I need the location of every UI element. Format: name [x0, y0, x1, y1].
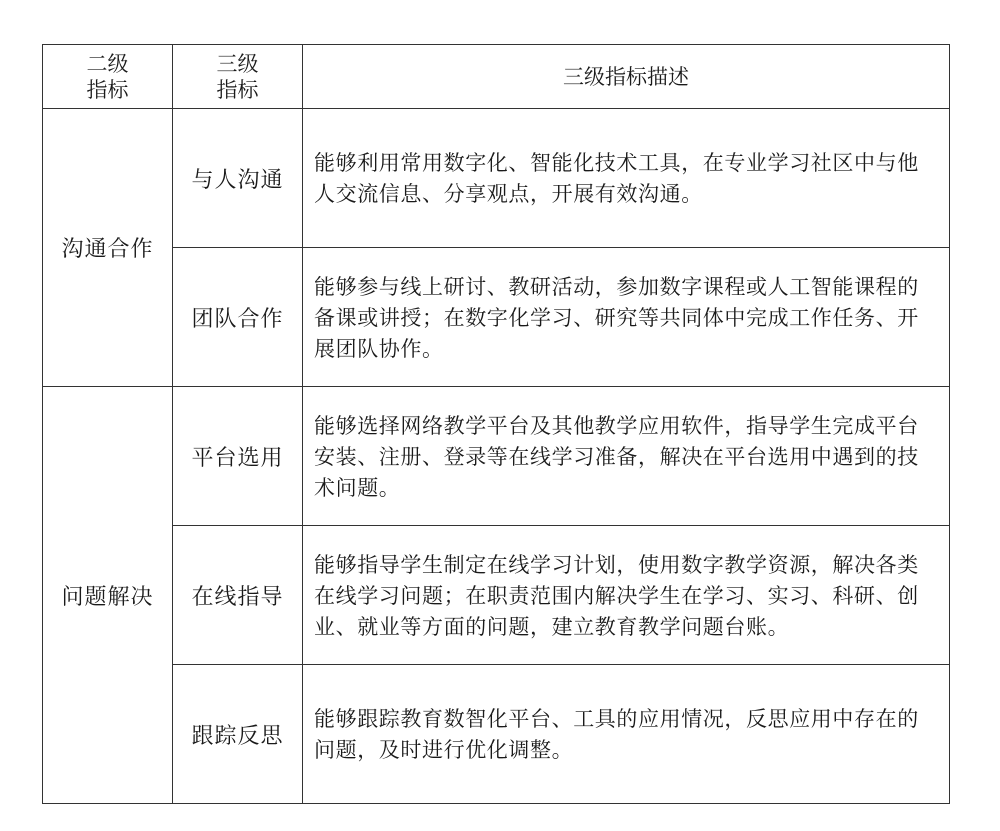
table-row: [43, 665, 950, 804]
description-text: 能够指导学生制定在线学习计划，使用数字教学资源，解决各类在线学习问题；在职责范围内解决学生在学习、实习、科研、创业、就业等方面的问题，建立教育教学问题台账。: [314, 552, 919, 639]
table-row: [43, 526, 950, 665]
header-level3: [173, 45, 303, 109]
description-cell: [303, 665, 950, 804]
header-level3-line2: 指标: [216, 77, 259, 102]
table-header-row: [43, 45, 950, 109]
description-cell: [303, 248, 950, 387]
description-text: 能够跟踪教育数智化平台、工具的应用情况，反思应用中存在的问题，及时进行优化调整。: [314, 707, 919, 762]
level3-platform-selection: 平台选用: [173, 387, 303, 526]
header-level3-line1: 三级: [216, 51, 259, 76]
description-text: 能够利用常用数字化、智能化技术工具，在专业学习社区中与他人交流信息、分享观点，开展有效沟通。: [314, 151, 919, 206]
description-cell: [303, 526, 950, 665]
description-text: 能够参与线上研讨、教研活动，参加数字课程或人工智能课程的备课或讲授；在数字化学习、研究等共同体中完成工作任务、开展团队协作。: [314, 274, 919, 361]
level3-tracking-reflection: 跟踪反思: [173, 665, 303, 804]
description-cell: [303, 109, 950, 248]
description-cell: [303, 387, 950, 526]
table-row: [43, 248, 950, 387]
level3-online-guidance: 在线指导: [173, 526, 303, 665]
header-level2-line2: 指标: [86, 77, 129, 102]
header-level2: [43, 45, 173, 109]
table-row: [43, 109, 950, 248]
header-level2-line1: 二级: [86, 51, 129, 76]
table-row: [43, 387, 950, 526]
level3-team-cooperation: 团队合作: [173, 248, 303, 387]
header-description: 三级指标描述: [303, 45, 950, 109]
level2-problem-solving: 问题解决: [43, 387, 173, 804]
indicator-table: [42, 44, 950, 804]
description-text: 能够选择网络教学平台及其他教学应用软件，指导学生完成平台安装、注册、登录等在线学习准备，解决在平台选用中遇到的技术问题。: [314, 413, 919, 500]
level3-communicate-with-others: 与人沟通: [173, 109, 303, 248]
level2-communication-cooperation: 沟通合作: [43, 109, 173, 387]
